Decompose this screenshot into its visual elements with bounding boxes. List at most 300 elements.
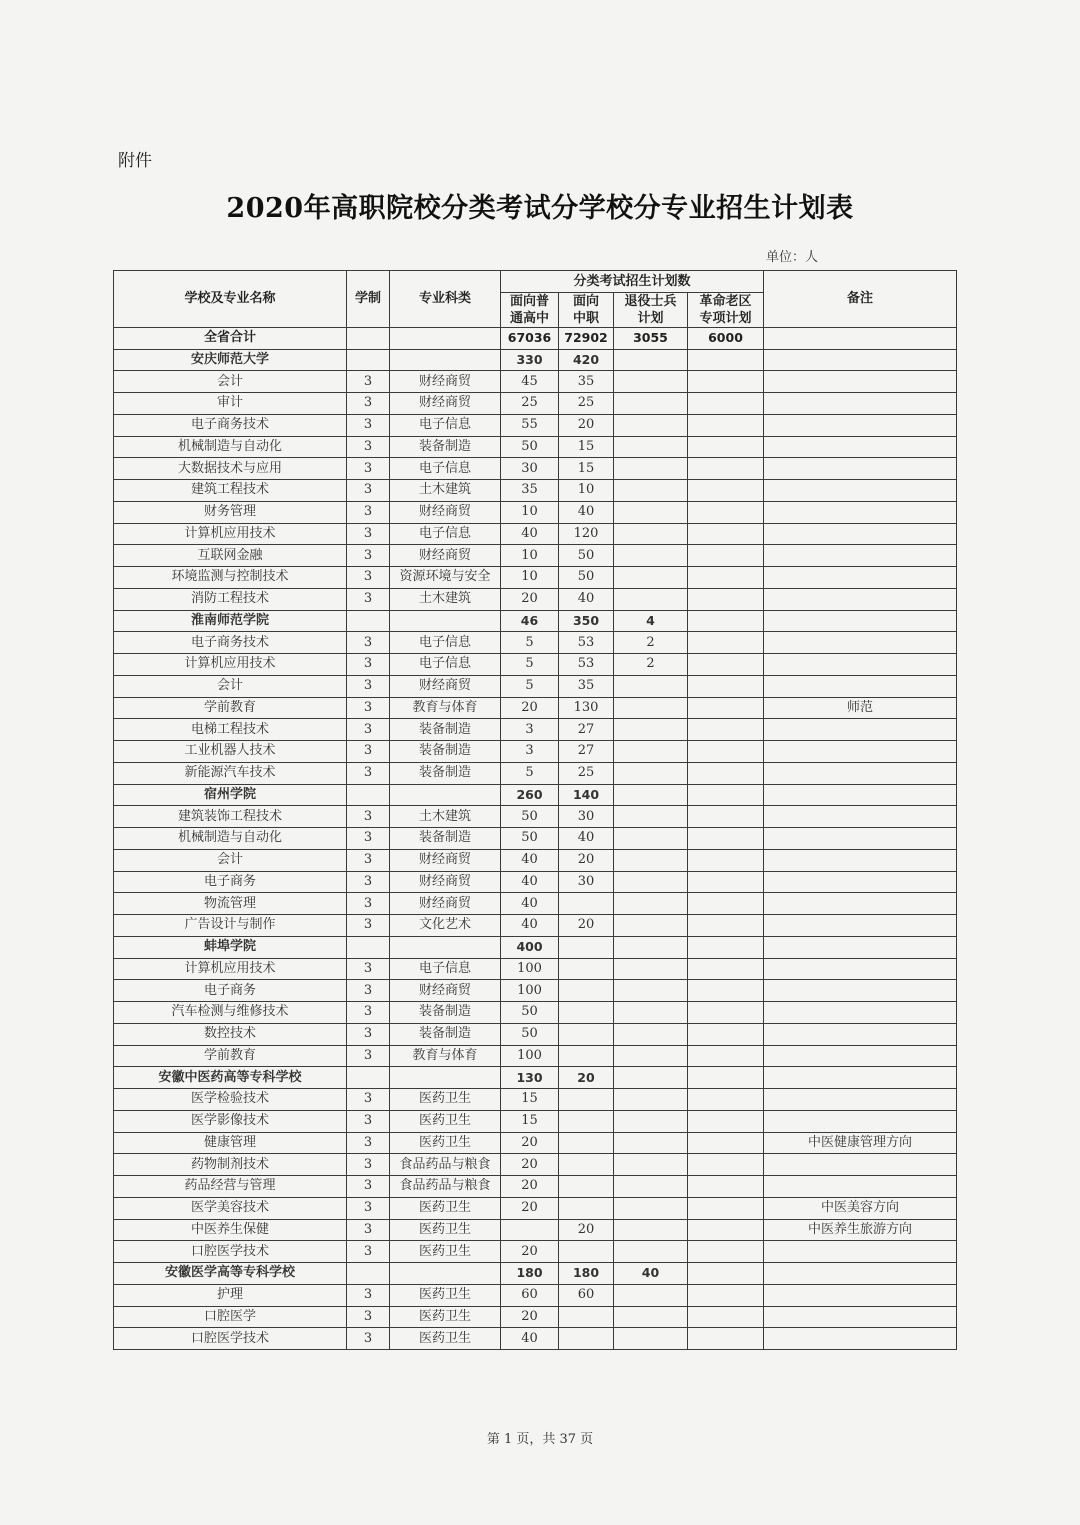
header-veterans [614, 292, 688, 327]
major-general-hs: 50 [501, 1023, 559, 1045]
major-category: 教育与体育 [390, 697, 501, 719]
major-name: 电子商务技术 [114, 632, 347, 654]
major-remark [764, 480, 957, 502]
school-vocational [559, 936, 614, 958]
major-name: 汽车检测与维修技术 [114, 1002, 347, 1024]
major-general-hs: 50 [501, 806, 559, 828]
major-general-hs: 5 [501, 654, 559, 676]
major-general-hs: 30 [501, 458, 559, 480]
major-veterans [614, 1089, 688, 1111]
major-category: 医药卫生 [390, 1328, 501, 1350]
major-years: 3 [347, 719, 390, 741]
major-vocational [559, 1306, 614, 1328]
major-vocational: 30 [559, 871, 614, 893]
major-veterans [614, 480, 688, 502]
major-category: 土木建筑 [390, 588, 501, 610]
major-vocational [559, 893, 614, 915]
major-general-hs: 20 [501, 1154, 559, 1176]
major-row [114, 1306, 957, 1328]
total-old-revolutionary: 6000 [688, 327, 764, 349]
major-veterans [614, 501, 688, 523]
header-old-revolutionary [688, 292, 764, 327]
major-vocational: 53 [559, 654, 614, 676]
school-old-revolutionary [688, 784, 764, 806]
major-category: 财经商贸 [390, 980, 501, 1002]
major-years: 3 [347, 1132, 390, 1154]
major-row [114, 371, 957, 393]
major-veterans [614, 980, 688, 1002]
school-vocational: 180 [559, 1263, 614, 1285]
school-old-revolutionary [688, 1067, 764, 1089]
major-general-hs: 20 [501, 1197, 559, 1219]
major-row [114, 806, 957, 828]
major-vocational: 25 [559, 762, 614, 784]
school-veterans [614, 936, 688, 958]
major-remark [764, 436, 957, 458]
major-category: 财经商贸 [390, 675, 501, 697]
major-category: 电子信息 [390, 523, 501, 545]
total-remark [764, 327, 957, 349]
school-old-revolutionary [688, 349, 764, 371]
major-name: 财务管理 [114, 501, 347, 523]
major-name: 学前教育 [114, 697, 347, 719]
major-veterans [614, 1110, 688, 1132]
major-vocational: 20 [559, 1219, 614, 1241]
major-old-revolutionary [688, 588, 764, 610]
major-remark [764, 958, 957, 980]
major-name: 工业机器人技术 [114, 741, 347, 763]
major-general-hs: 20 [501, 1241, 559, 1263]
school-general-hs: 260 [501, 784, 559, 806]
major-name: 机械制造与自动化 [114, 436, 347, 458]
major-old-revolutionary [688, 1328, 764, 1350]
major-category: 装备制造 [390, 1023, 501, 1045]
major-veterans [614, 1241, 688, 1263]
major-remark: 中医美容方向 [764, 1197, 957, 1219]
major-name: 计算机应用技术 [114, 958, 347, 980]
major-vocational [559, 1132, 614, 1154]
major-row [114, 654, 957, 676]
school-remark [764, 936, 957, 958]
major-years: 3 [347, 1045, 390, 1067]
major-name: 机械制造与自动化 [114, 828, 347, 850]
unit-label: 单位：人 [766, 250, 819, 265]
major-remark [764, 1328, 957, 1350]
major-vocational [559, 958, 614, 980]
page-title: 2020年高职院校分类考试分学校分专业招生计划表 [226, 193, 854, 224]
major-years: 3 [347, 1306, 390, 1328]
major-remark [764, 458, 957, 480]
major-vocational: 20 [559, 849, 614, 871]
major-name: 建筑工程技术 [114, 480, 347, 502]
major-old-revolutionary [688, 1002, 764, 1024]
major-old-revolutionary [688, 1284, 764, 1306]
major-old-revolutionary [688, 1154, 764, 1176]
major-general-hs: 3 [501, 719, 559, 741]
major-remark: 中医健康管理方向 [764, 1132, 957, 1154]
major-years: 3 [347, 567, 390, 589]
major-vocational: 27 [559, 741, 614, 763]
major-old-revolutionary [688, 1197, 764, 1219]
total-category [390, 327, 501, 349]
major-veterans [614, 849, 688, 871]
major-years: 3 [347, 545, 390, 567]
major-remark [764, 523, 957, 545]
major-years: 3 [347, 632, 390, 654]
major-remark [764, 741, 957, 763]
major-remark [764, 414, 957, 436]
major-row [114, 436, 957, 458]
major-remark [764, 762, 957, 784]
major-row [114, 1241, 957, 1263]
school-general-hs: 130 [501, 1067, 559, 1089]
major-years: 3 [347, 1089, 390, 1111]
major-name: 新能源汽车技术 [114, 762, 347, 784]
major-category: 装备制造 [390, 762, 501, 784]
major-row [114, 828, 957, 850]
major-general-hs: 40 [501, 893, 559, 915]
attachment-label: 附件 [118, 151, 152, 171]
major-name: 电子商务 [114, 980, 347, 1002]
major-vocational: 15 [559, 458, 614, 480]
major-row [114, 523, 957, 545]
total-years [347, 327, 390, 349]
major-vocational [559, 1089, 614, 1111]
major-years: 3 [347, 849, 390, 871]
school-veterans: 40 [614, 1263, 688, 1285]
major-name: 电子商务 [114, 871, 347, 893]
school-years [347, 784, 390, 806]
major-years: 3 [347, 697, 390, 719]
major-veterans [614, 371, 688, 393]
major-row [114, 915, 957, 937]
major-general-hs: 40 [501, 523, 559, 545]
major-general-hs: 20 [501, 1176, 559, 1198]
major-category: 文化艺术 [390, 915, 501, 937]
header-old-revolutionary-text: 革命老区专项计划 [699, 293, 752, 326]
major-general-hs: 45 [501, 371, 559, 393]
major-old-revolutionary [688, 828, 764, 850]
major-row [114, 1045, 957, 1067]
major-category: 医药卫生 [390, 1089, 501, 1111]
school-vocational: 140 [559, 784, 614, 806]
major-remark [764, 893, 957, 915]
major-general-hs: 60 [501, 1284, 559, 1306]
major-veterans [614, 1219, 688, 1241]
major-row [114, 567, 957, 589]
major-veterans: 2 [614, 632, 688, 654]
major-old-revolutionary [688, 1219, 764, 1241]
major-veterans [614, 741, 688, 763]
major-years: 3 [347, 915, 390, 937]
major-general-hs: 20 [501, 1306, 559, 1328]
school-name: 安徽中医药高等专科学校 [114, 1067, 347, 1089]
major-row [114, 414, 957, 436]
major-vocational: 35 [559, 675, 614, 697]
major-general-hs: 15 [501, 1110, 559, 1132]
major-row [114, 1154, 957, 1176]
major-name: 药品经营与管理 [114, 1176, 347, 1198]
major-old-revolutionary [688, 1306, 764, 1328]
major-vocational: 130 [559, 697, 614, 719]
major-remark [764, 806, 957, 828]
major-name: 口腔医学技术 [114, 1241, 347, 1263]
major-vocational [559, 1197, 614, 1219]
major-years: 3 [347, 828, 390, 850]
major-vocational: 50 [559, 567, 614, 589]
major-vocational [559, 1241, 614, 1263]
major-name: 学前教育 [114, 1045, 347, 1067]
major-old-revolutionary [688, 567, 764, 589]
major-general-hs: 50 [501, 828, 559, 850]
major-remark [764, 1110, 957, 1132]
major-general-hs: 20 [501, 697, 559, 719]
major-old-revolutionary [688, 371, 764, 393]
major-row [114, 1110, 957, 1132]
major-remark [764, 1241, 957, 1263]
major-name: 互联网金融 [114, 545, 347, 567]
major-old-revolutionary [688, 675, 764, 697]
major-vocational: 25 [559, 393, 614, 415]
major-veterans [614, 719, 688, 741]
major-vocational: 40 [559, 501, 614, 523]
major-category: 装备制造 [390, 436, 501, 458]
major-years: 3 [347, 393, 390, 415]
major-category: 电子信息 [390, 632, 501, 654]
major-row [114, 588, 957, 610]
major-vocational [559, 1002, 614, 1024]
major-category: 医药卫生 [390, 1197, 501, 1219]
major-name: 电子商务技术 [114, 414, 347, 436]
school-name: 安庆师范大学 [114, 349, 347, 371]
major-old-revolutionary [688, 523, 764, 545]
major-years: 3 [347, 371, 390, 393]
header-general-hs-text: 面向普通高中 [509, 293, 549, 326]
major-years: 3 [347, 523, 390, 545]
major-row [114, 1002, 957, 1024]
major-years: 3 [347, 1328, 390, 1350]
major-veterans [614, 393, 688, 415]
major-general-hs: 25 [501, 393, 559, 415]
major-general-hs: 40 [501, 915, 559, 937]
major-remark [764, 1284, 957, 1306]
major-remark [764, 849, 957, 871]
school-general-hs: 180 [501, 1263, 559, 1285]
major-old-revolutionary [688, 436, 764, 458]
major-general-hs: 100 [501, 980, 559, 1002]
major-remark [764, 1154, 957, 1176]
school-remark [764, 349, 957, 371]
major-vocational: 40 [559, 588, 614, 610]
school-remark [764, 1263, 957, 1285]
major-name: 大数据技术与应用 [114, 458, 347, 480]
total-general-hs: 67036 [501, 327, 559, 349]
major-veterans: 2 [614, 654, 688, 676]
major-vocational: 10 [559, 480, 614, 502]
major-vocational: 15 [559, 436, 614, 458]
major-years: 3 [347, 1154, 390, 1176]
major-general-hs: 50 [501, 1002, 559, 1024]
school-row [114, 610, 957, 632]
major-old-revolutionary [688, 893, 764, 915]
total-vocational: 72902 [559, 327, 614, 349]
major-years: 3 [347, 980, 390, 1002]
school-years [347, 349, 390, 371]
major-veterans [614, 697, 688, 719]
school-category [390, 1067, 501, 1089]
major-old-revolutionary [688, 1023, 764, 1045]
major-old-revolutionary [688, 654, 764, 676]
major-category: 电子信息 [390, 654, 501, 676]
major-vocational: 120 [559, 523, 614, 545]
major-vocational [559, 1023, 614, 1045]
major-row [114, 458, 957, 480]
major-remark [764, 871, 957, 893]
major-old-revolutionary [688, 414, 764, 436]
school-general-hs: 330 [501, 349, 559, 371]
header-category: 专业科类 [390, 271, 501, 328]
major-row [114, 480, 957, 502]
major-name: 医学影像技术 [114, 1110, 347, 1132]
major-category: 财经商贸 [390, 849, 501, 871]
major-vocational [559, 1110, 614, 1132]
major-remark [764, 501, 957, 523]
major-general-hs: 20 [501, 1132, 559, 1154]
major-row [114, 980, 957, 1002]
major-name: 会计 [114, 371, 347, 393]
major-category: 装备制造 [390, 1002, 501, 1024]
major-name: 广告设计与制作 [114, 915, 347, 937]
school-row [114, 1067, 957, 1089]
school-years [347, 1067, 390, 1089]
major-remark [764, 1089, 957, 1111]
major-row [114, 762, 957, 784]
major-years: 3 [347, 1241, 390, 1263]
major-years: 3 [347, 958, 390, 980]
major-category: 食品药品与粮食 [390, 1176, 501, 1198]
school-years [347, 610, 390, 632]
major-row [114, 958, 957, 980]
major-years: 3 [347, 1219, 390, 1241]
school-category [390, 610, 501, 632]
major-name: 环境监测与控制技术 [114, 567, 347, 589]
school-row [114, 1263, 957, 1285]
major-veterans [614, 588, 688, 610]
major-years: 3 [347, 458, 390, 480]
major-category: 医药卫生 [390, 1306, 501, 1328]
major-years: 3 [347, 1197, 390, 1219]
major-vocational: 50 [559, 545, 614, 567]
school-remark [764, 1067, 957, 1089]
major-years: 3 [347, 871, 390, 893]
header-years: 学制 [347, 271, 390, 328]
major-name: 审计 [114, 393, 347, 415]
total-veterans: 3055 [614, 327, 688, 349]
major-vocational [559, 1328, 614, 1350]
major-vocational: 20 [559, 414, 614, 436]
major-years: 3 [347, 675, 390, 697]
major-category: 财经商贸 [390, 893, 501, 915]
major-name: 护理 [114, 1284, 347, 1306]
major-vocational [559, 980, 614, 1002]
major-old-revolutionary [688, 1045, 764, 1067]
major-years: 3 [347, 1110, 390, 1132]
major-veterans [614, 436, 688, 458]
major-veterans [614, 958, 688, 980]
school-category [390, 349, 501, 371]
major-general-hs: 55 [501, 414, 559, 436]
major-general-hs: 50 [501, 436, 559, 458]
major-old-revolutionary [688, 632, 764, 654]
major-name: 中医养生保健 [114, 1219, 347, 1241]
major-name: 建筑装饰工程技术 [114, 806, 347, 828]
major-name: 计算机应用技术 [114, 523, 347, 545]
major-years: 3 [347, 1176, 390, 1198]
major-general-hs [501, 1219, 559, 1241]
school-general-hs: 400 [501, 936, 559, 958]
major-name: 口腔医学技术 [114, 1328, 347, 1350]
major-general-hs: 15 [501, 1089, 559, 1111]
major-general-hs: 10 [501, 545, 559, 567]
major-old-revolutionary [688, 501, 764, 523]
major-veterans [614, 414, 688, 436]
school-vocational: 20 [559, 1067, 614, 1089]
school-veterans: 4 [614, 610, 688, 632]
major-old-revolutionary [688, 762, 764, 784]
major-remark [764, 545, 957, 567]
major-veterans [614, 675, 688, 697]
major-category: 医药卫生 [390, 1110, 501, 1132]
major-category: 教育与体育 [390, 1045, 501, 1067]
major-name: 电梯工程技术 [114, 719, 347, 741]
major-row [114, 1089, 957, 1111]
major-category: 装备制造 [390, 719, 501, 741]
major-row [114, 1328, 957, 1350]
header-vocational [559, 292, 614, 327]
school-remark [764, 610, 957, 632]
major-category: 财经商贸 [390, 871, 501, 893]
major-veterans [614, 1154, 688, 1176]
major-veterans [614, 1023, 688, 1045]
major-general-hs: 10 [501, 567, 559, 589]
major-remark [764, 393, 957, 415]
major-veterans [614, 893, 688, 915]
major-category: 土木建筑 [390, 480, 501, 502]
school-name: 安徽医学高等专科学校 [114, 1263, 347, 1285]
major-name: 药物制剂技术 [114, 1154, 347, 1176]
school-old-revolutionary [688, 936, 764, 958]
major-old-revolutionary [688, 458, 764, 480]
major-category: 财经商贸 [390, 371, 501, 393]
major-category: 食品药品与粮食 [390, 1154, 501, 1176]
major-remark [764, 1023, 957, 1045]
major-years: 3 [347, 1002, 390, 1024]
major-years: 3 [347, 654, 390, 676]
header-name: 学校及专业名称 [114, 271, 347, 328]
major-row [114, 1023, 957, 1045]
enrollment-plan-table [113, 270, 957, 1350]
major-veterans [614, 1045, 688, 1067]
major-general-hs: 10 [501, 501, 559, 523]
school-years [347, 936, 390, 958]
header-remark: 备注 [764, 271, 957, 328]
major-remark [764, 719, 957, 741]
major-veterans [614, 1132, 688, 1154]
major-general-hs: 100 [501, 958, 559, 980]
major-row [114, 849, 957, 871]
major-row [114, 893, 957, 915]
major-remark [764, 654, 957, 676]
